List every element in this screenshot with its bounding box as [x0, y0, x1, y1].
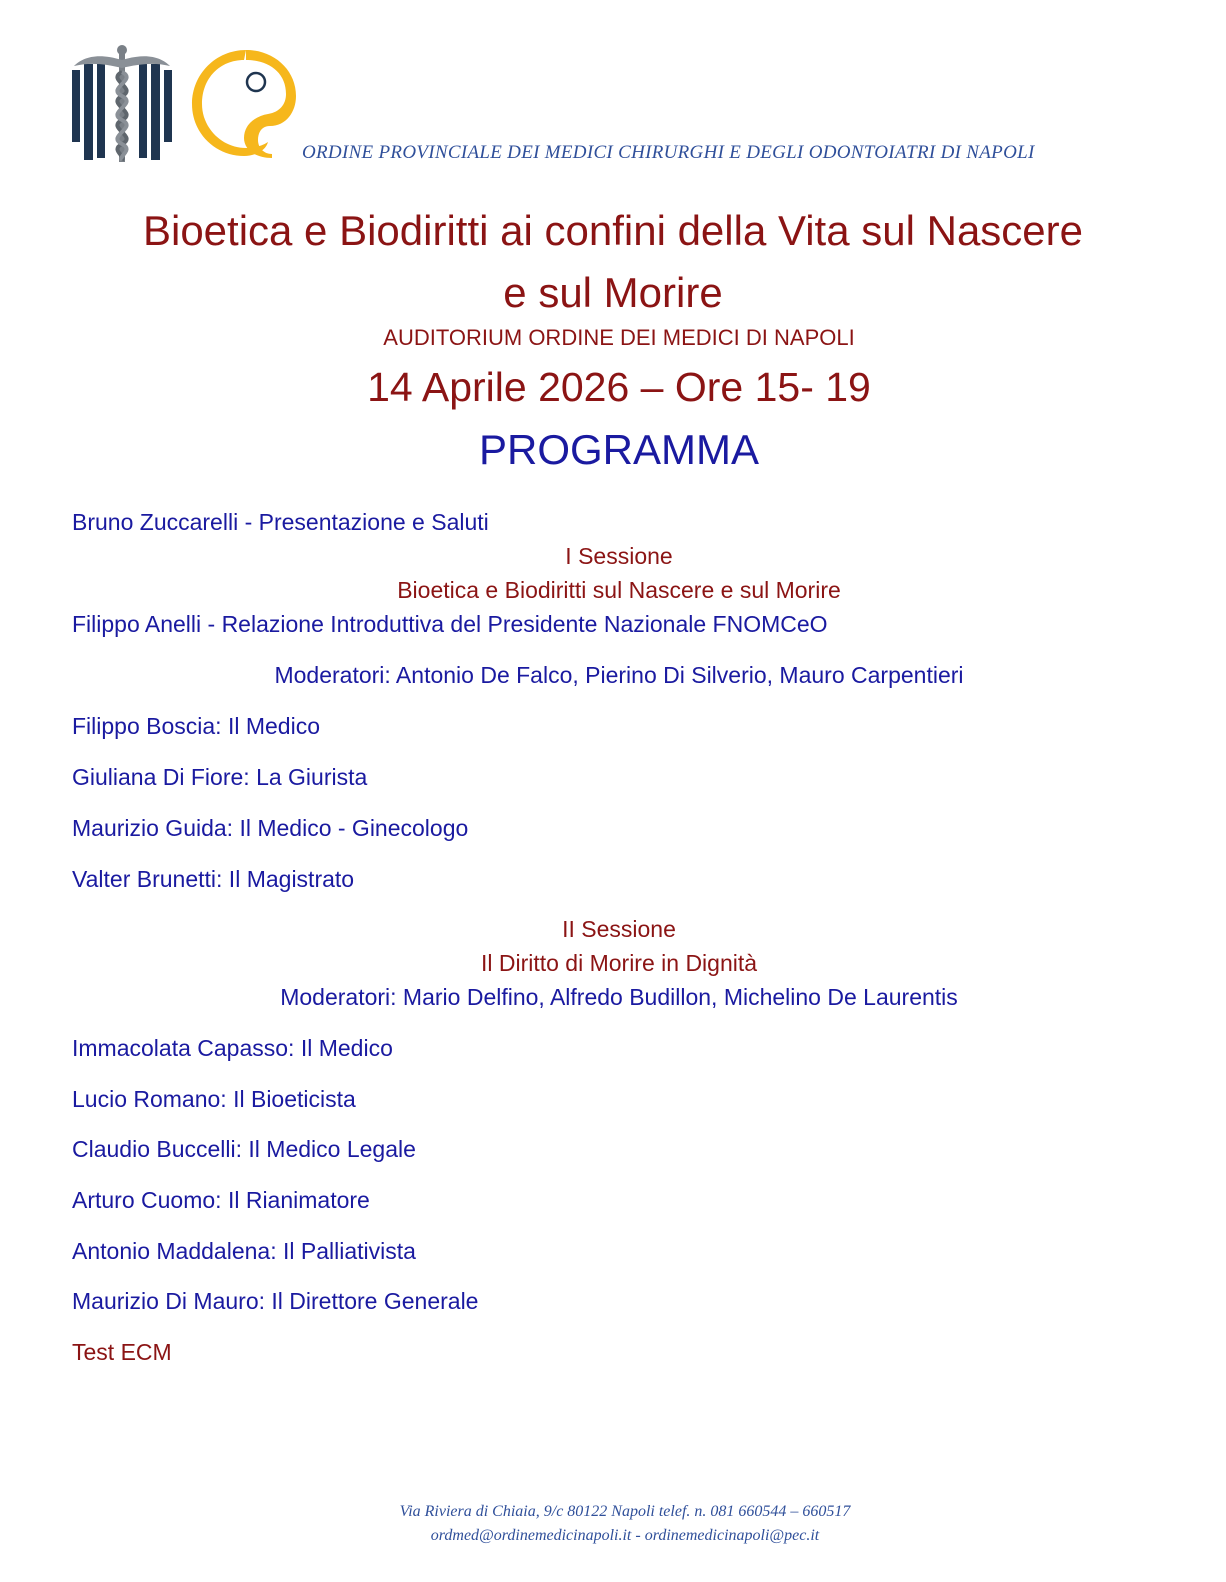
event-title-line2: e sul Morire — [503, 269, 723, 316]
speaker-line: Giuliana Di Fiore: La Giurista — [72, 764, 368, 790]
speaker-line: Claudio Buccelli: Il Medico Legale — [72, 1136, 416, 1162]
speaker-line: Maurizio Di Mauro: Il Direttore Generale — [72, 1288, 479, 1314]
session2-title: Il Diritto di Morire in Dignità — [480, 950, 758, 976]
speaker-line: Maurizio Guida: Il Medico - Ginecologo — [72, 815, 469, 841]
footer-emails: ordmed@ordinemedicinapoli.it - ordinemedicinapoli@pec.it — [430, 1527, 820, 1544]
session2-label: II Sessione — [562, 916, 676, 942]
speaker-line: Lucio Romano: Il Bioeticista — [72, 1086, 356, 1112]
yellow-emblem-logo — [186, 46, 302, 158]
session1-intro: Filippo Anelli - Relazione Introduttiva del Presidente Nazionale FNOMCeO — [72, 611, 828, 637]
session1-moderators: Moderatori: Antonio De Falco, Pierino Di Silverio, Mauro Carpentieri — [274, 662, 964, 688]
event-date: 14 Aprile 2026 – Ore 15- 19 — [367, 364, 871, 410]
event-venue: AUDITORIUM ORDINE DEI MEDICI DI NAPOLI — [383, 325, 855, 350]
session1-label: I Sessione — [565, 543, 673, 569]
session2-moderators: Moderatori: Mario Delfino, Alfredo Budillon, Michelino De Laurentis — [280, 984, 958, 1010]
opening-line: Bruno Zuccarelli - Presentazione e Saluti — [72, 509, 489, 535]
organization-name: ORDINE PROVINCIALE DEI MEDICI CHIRURGHI E DEGLI ODONTOIATRI DI NAPOLI — [302, 142, 1035, 163]
closing-line: Test ECM — [72, 1339, 172, 1365]
speaker-line: Antonio Maddalena: Il Palliativista — [72, 1238, 416, 1264]
session1-title: Bioetica e Biodiritti sul Nascere e sul Morire — [397, 577, 841, 603]
speaker-line: Arturo Cuomo: Il Rianimatore — [72, 1187, 370, 1213]
footer-address: Via Riviera di Chiaia, 9/c 80122 Napoli telef. n. 081 660544 – 660517 — [399, 1503, 851, 1520]
caduceus-logo — [66, 42, 178, 166]
program-heading: PROGRAMMA — [478, 426, 759, 473]
event-title-line1: Bioetica e Biodiritti ai confini della Vita sul Nascere — [142, 207, 1084, 254]
event-title — [40, 200, 1186, 324]
speaker-line: Valter Brunetti: Il Magistrato — [72, 866, 355, 892]
speaker-line: Immacolata Capasso: Il Medico — [72, 1035, 393, 1061]
speaker-line: Filippo Boscia: Il Medico — [72, 713, 320, 739]
